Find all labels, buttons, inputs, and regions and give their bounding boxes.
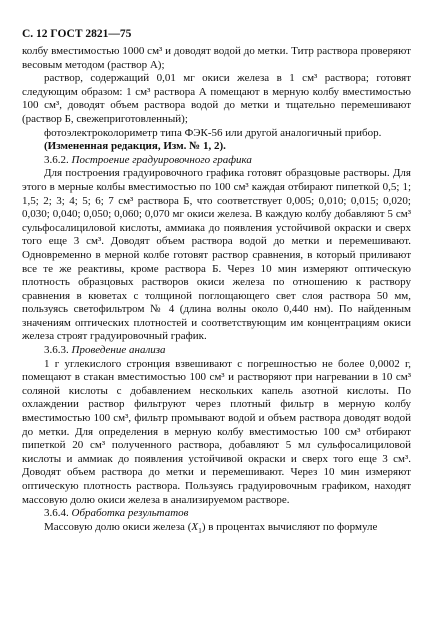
variable-x: X [191, 520, 199, 533]
section-3-6-3-heading [22, 344, 411, 358]
section-number: 3.6.2. [44, 153, 69, 166]
results-text-end: ) в процентах вычисляют по формуле [201, 520, 378, 533]
paragraph-results [22, 521, 411, 535]
paragraph-calibration: Для построения градуировочного графика готовят образцовые растворы. Для этого в мерные колбы вместимостью по 100 см³ каждая отбирают пипеткой 0,5; 1; 1,5; 2; 3; 4; 5; 6; 7 см³ раствора Б, что соответствует 0,005; 0,010; 0,015; 0,020; 0,030; 0,040; 0,050; 0,060; 0,070 мг окиси железа. В каждую колбу добавляют 5 см³ сульфосалициловой кислоты, аммиака до появления устойчивой окраски и сверх того еще 3 см³. Доводят объем раствора водой до метки и перемешивают. Одновременно в мерной колбе готовят раствор сравнения, в который приливают все те же реактивы, кроме раствора Б. Через 10 мин измеряют оптическую плотность образцовых растворов окиси железа по отношению к раствору сравнения в кюветах с толщиной поглощающего свет слоя раствора 50 мм, пользуясь светофильтром № 4 (длина волны около 0,440 нм). По найденным значениям оптических плотностей и соответствующим им концентрациям окиси железа строят градуировочный график. [22, 167, 411, 343]
paragraph-analysis: 1 г углекислого стронция взвешивают с погрешностью не более 0,0002 г, помещают в стакан вместимостью 100 см³ и растворяют при нагревании в 10 см³ соляной кислоты с добавлением нескольких капель азотной кислоты. По охлаждении раствор фильтруют через плотный фильтр в мерную колбу вместимостью 100 см³, фильтр промывают водой и объем раствора доводят водой до метки. Для определения в мерную колбу вместимостью 100 см³ отбирают пипеткой 20 см³ полученного раствора, добавляют 5 мл сульфосалициловой кислоты и аммиак до появления устойчивой окраски и сверх того еще 3 см³. Доводят объем раствора до метки и перемешивают. Через 10 мин измеряют оптическую плотность раствора. Пользуясь градуировочным графиком, находят массовую долю окиси железа в анализируемом растворе. [22, 357, 411, 506]
results-text-start: Массовую долю окиси железа ( [44, 520, 192, 533]
paragraph-solution-b: раствор, содержащий 0,01 мг окиси железа в 1 см³ раствора; готовят следующим образом: 1 см³ раствора А помещают в мерную колбу вместимостью 100 см³, доводят объем раствора водой до метки и тщательно перемешивают (раствор Б, свежеприготовленный); [22, 72, 411, 125]
page-header: С. 12 ГОСТ 2821—75 [22, 28, 132, 40]
section-number: 3.6.4. [44, 507, 69, 520]
variable-subscript: 1 [198, 525, 202, 535]
section-title: Построение градуировочного графика [71, 153, 252, 166]
section-title: Обработка результатов [71, 507, 189, 520]
edit-note: (Измененная редакция, Изм. № 1, 2). [44, 140, 226, 153]
section-title: Проведение анализа [71, 344, 166, 357]
paragraph-photocolorimeter: фотоэлектроколориметр типа ФЭК-56 или другой аналогичный прибор. [44, 126, 382, 139]
section-number: 3.6.3. [44, 344, 69, 357]
section-3-6-4-heading [22, 507, 411, 521]
section-3-6-2-heading [22, 154, 411, 168]
paragraph-solution-a: колбу вместимостью 1000 см³ и доводят водой до метки. Титр раствора проверяют весовым методом (раствор А); [22, 45, 411, 71]
